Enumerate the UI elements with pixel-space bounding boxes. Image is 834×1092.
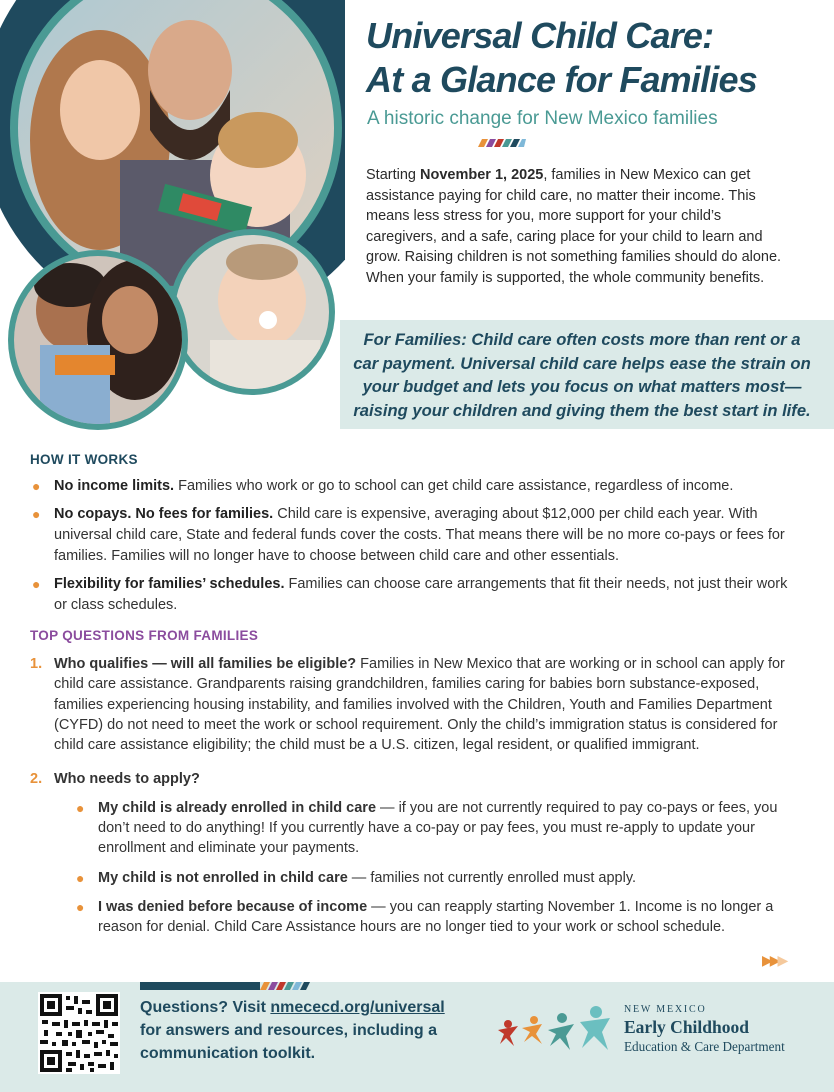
website-link[interactable]: nmececd.org/universal [270,999,445,1016]
intro-paragraph [366,165,784,288]
color-stripes-icon [478,139,526,147]
bullet-icon: ● [32,506,41,522]
callout-text: For Families: Child care often costs more than rent or a car payment. Universal child care helps ease the strain on your budget and lets you focus on what matters most—raising your children and giving them the best start in life. [353,330,811,420]
question-bold: Who qualifies — will all families be eligible? [54,656,357,672]
sub-bold: My child is not enrolled in child care [98,869,348,886]
question-text: Families in New Mexico that are working or in school can apply for child care assistance. Grandparents raising grandchildren, families caring for babies born substance-exposed, families experiencing housing instability, and families involved with the Children, Youth and Families Department (CYFD) do not need to meet the work or school requirement. Only the child’s immigration status is considered for child care assistance eligibility; the child must be a U.S. citizen, legal resident, or qualified immigrant. [54,656,785,754]
item-bold: No income limits. [54,478,175,494]
sub-item [54,868,800,888]
footer-lead: Questions? Visit [140,999,271,1016]
questions-list [30,654,800,947]
bullet-icon: ● [76,898,85,915]
sub-bold: My child is already enrolled in child care [98,799,377,816]
list-item [30,574,800,616]
sub-text: — you can reapply starting November 1. Income is no longer a reason for denial. Child Care Assistance hours are no longer tied to your work or school schedule. [98,898,774,936]
question-item [30,654,800,755]
item-text: Families can choose care arrangements that fit their needs, not just their work or class schedules. [54,576,788,613]
title-line-2: At a Glance for Families [366,59,757,100]
family-photo-collage [0,0,345,440]
intro-body: , families in New Mexico can get assistance paying for child care, no matter their income. This means less stress for you, more support for your child’s caregivers, and a safe, caring place for your child to learn and grow. Raising children is not something families should do alone. When your family is supported, the whole community benefits. [366,167,782,286]
item-text: Child care is expensive, averaging about $12,000 per child each year. With universal child care, State and federal funds cover the costs. That means there will be no more co-pays or fees for families. Families will no longer have to choose between child care and other essentials. [54,506,785,564]
page-subtitle: A historic change for New Mexico families [367,108,718,129]
list-item [30,504,800,567]
dept-state: NEW MEXICO [624,1004,707,1015]
item-bold: Flexibility for families’ schedules. [54,576,285,592]
department-logo-icon [496,1004,612,1056]
bullet-icon: ● [76,869,85,886]
answer-sublist [54,798,800,938]
item-text: Families who work or go to school can get child care assistance, regardless of income. [174,478,734,494]
intro-lead: Starting [366,167,420,183]
item-bold: No copays. No fees for families. [54,506,274,522]
how-it-works-heading: HOW IT WORKS [30,452,138,467]
sub-text: — families not currently enrolled must apply. [347,869,637,886]
question-item [30,769,800,937]
footer-contact [140,996,480,1065]
question-number: 1. [30,656,43,672]
title-line-1: Universal Child Care: [366,15,714,56]
list-item [30,476,800,497]
dept-subtitle: Education & Care Department [624,1039,785,1054]
bullet-icon: ● [32,478,41,494]
question-number: 2. [30,771,43,788]
sub-bold: I was denied before because of income [98,898,368,915]
how-it-works-list [30,476,800,623]
sub-item [54,897,800,938]
sub-item [54,798,800,859]
dept-name: Early Childhood [624,1017,749,1037]
footer-rest: for answers and resources, including a communication toolkit. [140,1022,437,1062]
qr-code-icon[interactable] [38,992,120,1074]
sub-text: — if you are not currently required to pay co-pays or fees, you don’t need to do anything! If you currently have a co-pay or pay fees, you must re-apply to update your enrollment and eliminate your payments. [98,799,778,857]
footer-stripes-icon [140,982,310,990]
intro-date: November 1, 2025 [420,167,544,183]
bullet-icon: ● [76,799,85,816]
next-arrows-icon: ▶▶▶ [762,952,786,968]
page-title [366,14,816,102]
question-bold: Who needs to apply? [54,771,200,788]
questions-heading: TOP QUESTIONS FROM FAMILIES [30,628,259,643]
bullet-icon: ● [32,576,41,592]
footer-line-1 [140,996,480,1019]
